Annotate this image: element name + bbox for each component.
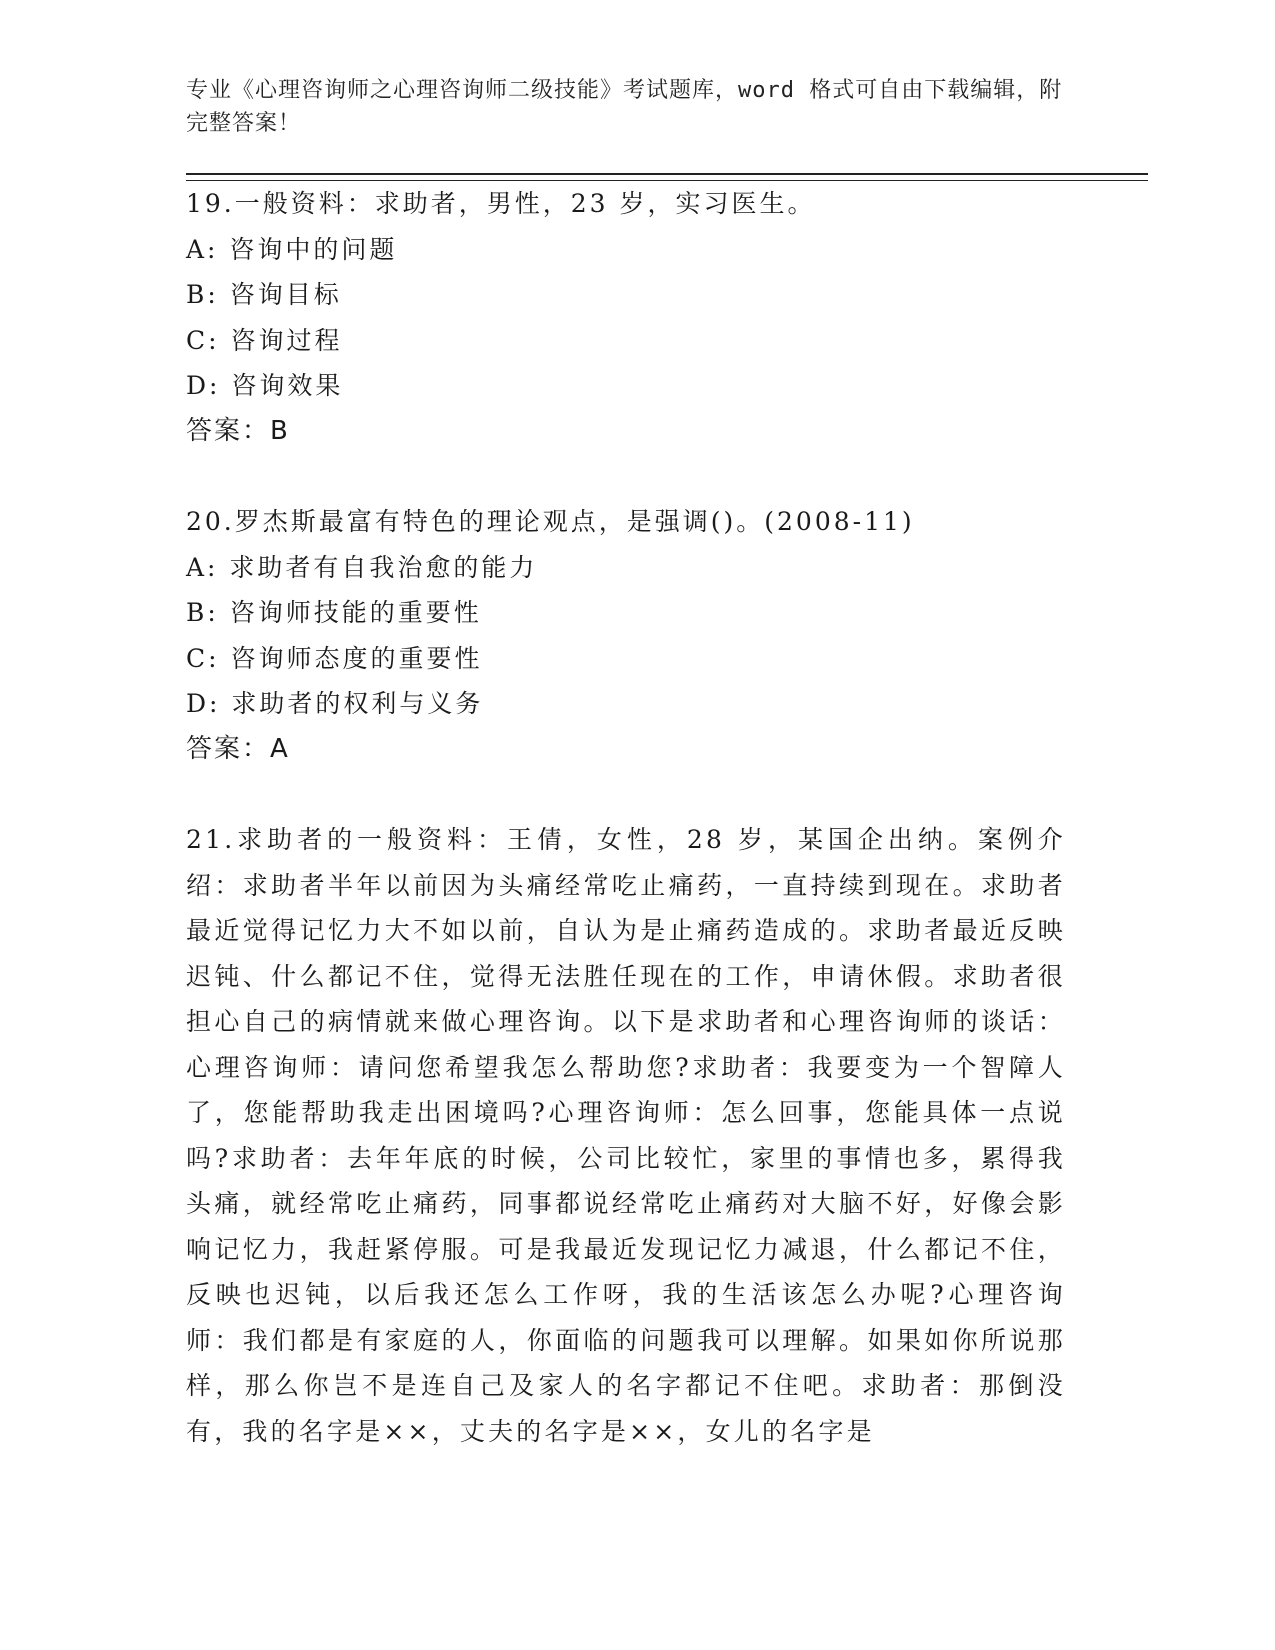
question-stem: 19.一般资料：求助者，男性，23 岁，实习医生。: [186, 189, 816, 218]
question-20: [186, 499, 1066, 772]
answer-label: 答案：B: [186, 415, 290, 446]
question-stem: 20.罗杰斯最富有特色的理论观点，是强调()。(2008-11): [186, 507, 915, 536]
option-a: A: 咨询中的问题: [186, 234, 398, 264]
option-c: C: 咨询师态度的重要性: [186, 643, 483, 673]
document-header: 专业《心理咨询师之心理咨询师二级技能》考试题库，word 格式可自由下载编辑，附完整答案！: [186, 78, 1063, 136]
option-d: D: 求助者的权利与义务: [186, 689, 484, 718]
question-19: [186, 181, 1066, 454]
header-rule-thick: [186, 173, 1148, 175]
answer-label: 答案：A: [186, 733, 290, 764]
question-21: [186, 817, 1066, 1454]
option-a: A: 求助者有自我治愈的能力: [186, 552, 538, 582]
option-b: B: 咨询目标: [186, 280, 342, 309]
option-d: D: 咨询效果: [186, 371, 344, 400]
option-c: C: 咨询过程: [186, 325, 343, 355]
option-b: B: 咨询师技能的重要性: [186, 598, 482, 627]
question-stem: 21.求助者的一般资料：王倩，女性，28 岁，某国企出纳。案例介绍：求助者半年以前因为头痛经常吃止痛药，一直持续到现在。求助者最近觉得记忆力大不如以前，自认为是止痛药造成的。求助者最近反映迟钝、什么都记不住，觉得无法胜任现在的工作，申请休假。求助者很担心自己的病情就来做心理咨询。以下是求助者和心理咨询师的谈话：心理咨询师：请问您希望我怎么帮助您?求助者：我要变为一个智障人了，您能帮助我走出困境吗?心理咨询师：怎么回事，您能具体一点说吗?求助者：去年年底的时候，公司比较忙，家里的事情也多，累得我头痛，就经常吃止痛药，同事都说经常吃止痛药对大脑不好，好像会影响记忆力，我赶紧停服。可是我最近发现记忆力减退，什么都记不住，反映也迟钝，以后我还怎么工作呀，我的生活该怎么办呢?心理咨询师：我们都是有家庭的人，你面临的问题我可以理解。如果如你所说那样，那么你岂不是连自己及家人的名字都记不住吧。求助者：那倒没有，我的名字是××，丈夫的名字是××，女儿的名字是: [186, 825, 1066, 1446]
